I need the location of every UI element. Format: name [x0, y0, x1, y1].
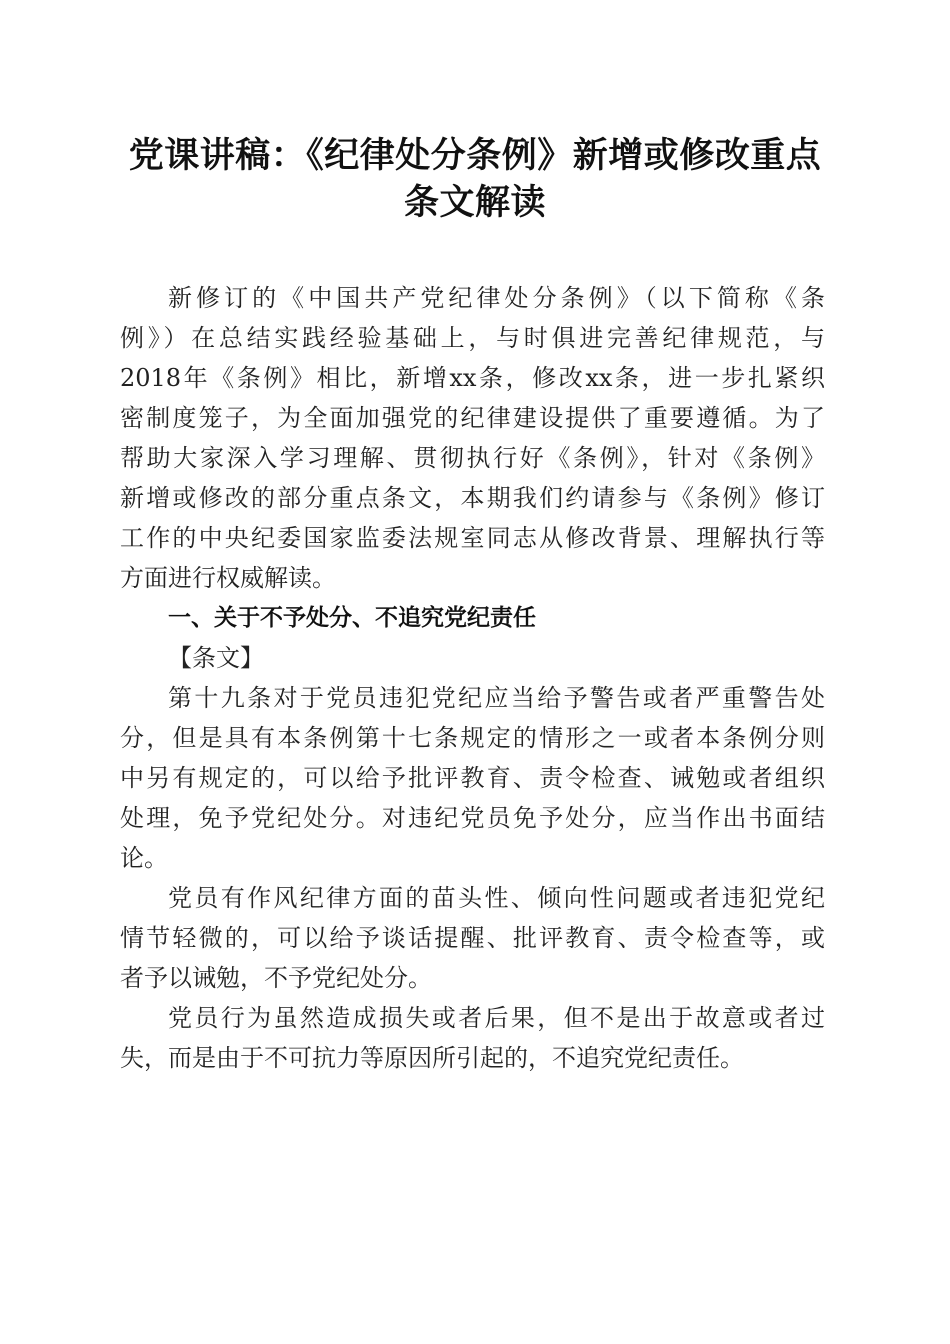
- article-line: 论。: [120, 844, 168, 872]
- intro-line: 工作的中央纪委国家监委法规室同志从修改背景、理解执行等: [120, 524, 825, 552]
- article-line: 失，而是由于不可抗力等原因所引起的，不追究党纪责任。: [120, 1044, 744, 1072]
- article-tag: 【条文】: [168, 644, 264, 672]
- intro-line: 2018年《条例》相比，新增xx条，修改xx条，进一步扎紧织: [120, 364, 825, 392]
- article-line: 第十九条对于党员违犯党纪应当给予警告或者严重警告处: [168, 684, 825, 712]
- article-line: 分，但是具有本条例第十七条规定的情形之一或者本条例分则: [120, 724, 825, 752]
- article-paragraph-2: [120, 878, 825, 998]
- article-paragraph-1: [120, 678, 825, 878]
- article-line: 情节轻微的，可以给予谈话提醒、批评教育、责令检查等，或: [120, 924, 825, 952]
- intro-line: 新增或修改的部分重点条文，本期我们约请参与《条例》修订: [120, 484, 825, 512]
- intro-line: 帮助大家深入学习理解、贯彻执行好《条例》，针对《条例》: [120, 444, 825, 472]
- intro-line: 方面进行权威解读。: [120, 564, 336, 592]
- document-title: [118, 133, 832, 227]
- article-line: 中另有规定的，可以给予批评教育、责令检查、诫勉或者组织: [120, 764, 825, 792]
- intro-line: 例》）在总结实践经验基础上，与时俱进完善纪律规范，与: [120, 324, 825, 352]
- title-line-1: 党课讲稿：《纪律处分条例》新增或修改重点: [128, 136, 822, 176]
- article-line: 党员有作风纪律方面的苗头性、倾向性问题或者违犯党纪: [168, 884, 825, 912]
- intro-paragraph: [120, 278, 825, 598]
- article-line: 处理，免予党纪处分。对违纪党员免予处分，应当作出书面结: [120, 804, 825, 832]
- article-line: 者予以诫勉，不予党纪处分。: [120, 964, 432, 992]
- article-line: 党员行为虽然造成损失或者后果，但不是出于故意或者过: [168, 1004, 825, 1032]
- intro-line: 密制度笼子，为全面加强党的纪律建设提供了重要遵循。为了: [120, 404, 825, 432]
- intro-line: 新修订的《中国共产党纪律处分条例》（以下简称《条: [168, 284, 825, 312]
- title-line-2: 条文解读: [403, 183, 546, 223]
- document-body: [120, 278, 825, 1078]
- section-heading: 一、关于不予处分、不追究党纪责任: [168, 605, 536, 631]
- article-paragraph-3: [120, 998, 825, 1078]
